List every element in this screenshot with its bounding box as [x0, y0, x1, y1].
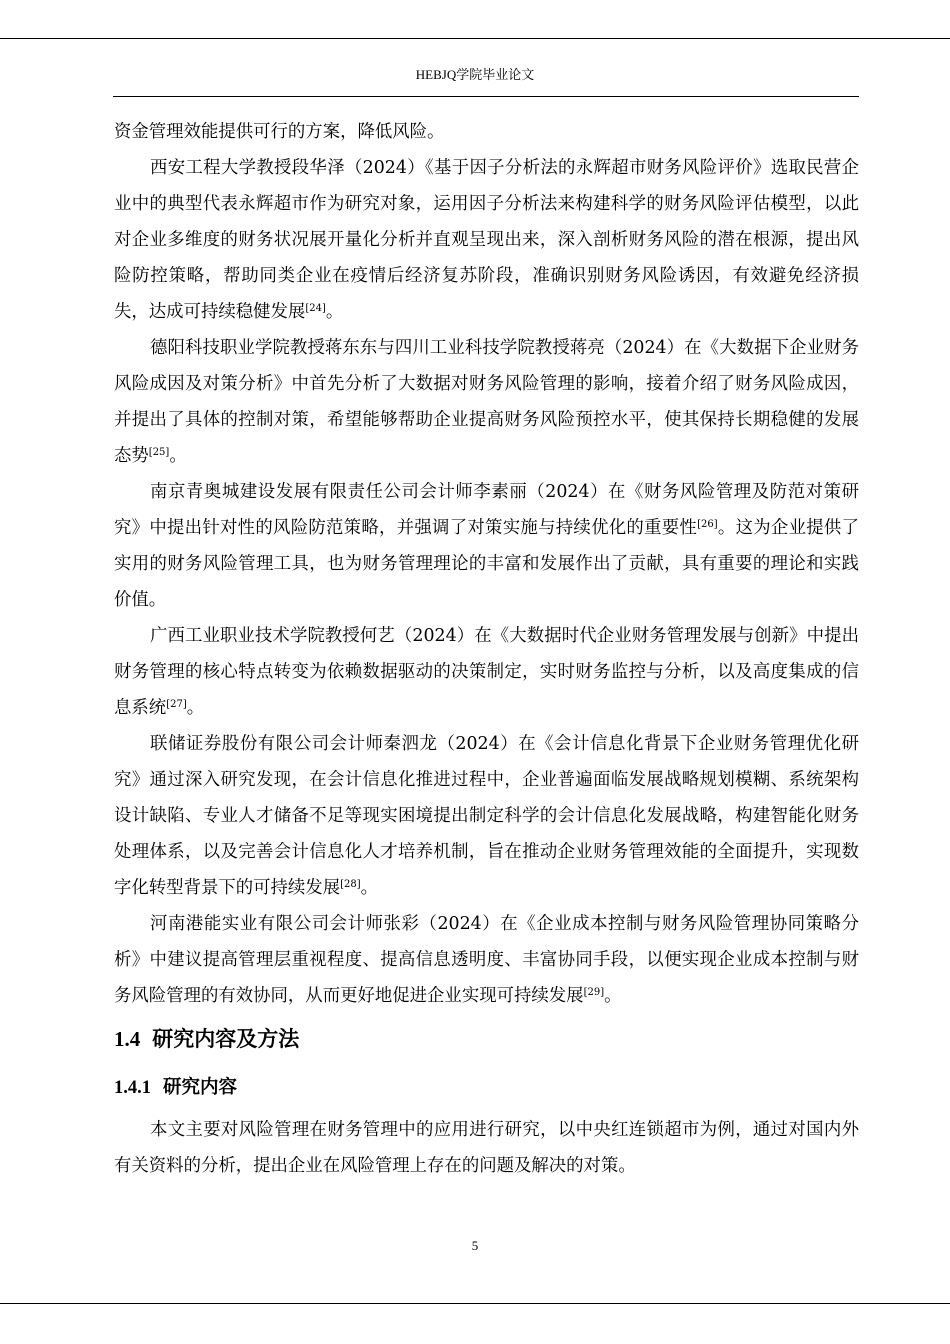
subsection-number: 1.4.1 [114, 1078, 151, 1098]
paragraph-qin-silong: 联储证券股份有限公司会计师秦泗龙（2024）在《会计信息化背景下企业财务管理优化研究》通过深入研究发现，在会计信息化推进过程中，企业普遍面临发展战略规划模糊、系统架构设计缺陷、专业人才储备不足等现实困境提出制定科学的会计信息化发展战略，构建智能化财务处理体系，以及完善会计信息化人才培养机制，旨在推动企业财务管理效能的全面提升，实现数字化转型背景下的可持续发展[28]。 [114, 734, 859, 898]
paragraph-jiang-dongdong: 德阳科技职业学院教授蒋东东与四川工业科技学院教授蒋亮（2024）在《大数据下企业财务风险成因及对策分析》中首先分析了大数据对财务风险管理的影响，接着介绍了财务风险成因，并提出了具体的控制对策，希望能够帮助企业提高财务风险预控水平，使其保持长期稳健的发展态势[25]。 [114, 338, 859, 466]
top-border-line [0, 38, 950, 39]
bottom-border-line [0, 1303, 950, 1304]
section-heading [114, 1014, 859, 1064]
header-rule [113, 96, 859, 97]
paragraph-research-content: 本文主要对风险管理在财务管理中的应用进行研究，以中央红连锁超市为例，通过对国内外有关资料的分析，提出企业在风险管理上存在的问题及解决的对策。 [114, 1120, 859, 1176]
paragraph-he-yi: 广西工业职业技术学院教授何艺（2024）在《大数据时代企业财务管理发展与创新》中提出财务管理的核心特点转变为依赖数据驱动的决策制定，实时财务监控与分析，以及高度集成的信息系统[27]。 [114, 626, 859, 718]
running-header: HEBJQ学院毕业论文 [415, 67, 535, 82]
paragraph-li-suli: 南京青奥城建设发展有限责任公司会计师李素丽（2024）在《财务风险管理及防范对策研究》中提出针对性的风险防范策略，并强调了对策实施与持续优化的重要性[26]。这为企业提供了实用的财务风险管理工具，也为财务管理理论的丰富和发展作出了贡献，具有重要的理论和实践价值。 [114, 482, 859, 610]
citation-27: [27] [166, 699, 187, 710]
citation-29: [29] [583, 987, 605, 998]
paragraph-zhang-cai: 河南港能实业有限公司会计师张彩（2024）在《企业成本控制与财务风险管理协同策略分析》中建议提高管理层重视程度、提高信息透明度、丰富协同手段，以便实现企业成本控制与财务风险管理的有效协同，从而更好地促进企业实现可持续发展[29]。 [114, 914, 859, 1006]
section-title: 研究内容及方法 [152, 1027, 300, 1051]
citation-26: [26] [697, 519, 718, 530]
paragraph-duan-huaze: 西安工程大学教授段华泽（2024）《基于因子分析法的永辉超市财务风险评价》选取民营企业中的典型代表永辉超市作为研究对象，运用因子分析法来构建科学的财务风险评估模型，以此对企业多维度的财务状况展开量化分析并直观呈现出来，深入剖析财务风险的潜在根源，提出风险防控策略，帮助同类企业在疫情后经济复苏阶段，准确识别财务风险诱因，有效避免经济损失，达成可持续稳健发展[24]。 [114, 158, 859, 322]
page-number: 5 [471, 1238, 479, 1253]
paragraph-continued: 资金管理效能提供可行的方案，降低风险。 [114, 122, 445, 142]
citation-24: [24] [305, 303, 326, 314]
subsection-title: 研究内容 [163, 1077, 238, 1098]
citation-25: [25] [148, 447, 170, 458]
subsection-heading [114, 1064, 859, 1112]
section-number: 1.4 [114, 1027, 141, 1051]
citation-28: [28] [340, 879, 361, 890]
page-body [114, 114, 859, 1184]
